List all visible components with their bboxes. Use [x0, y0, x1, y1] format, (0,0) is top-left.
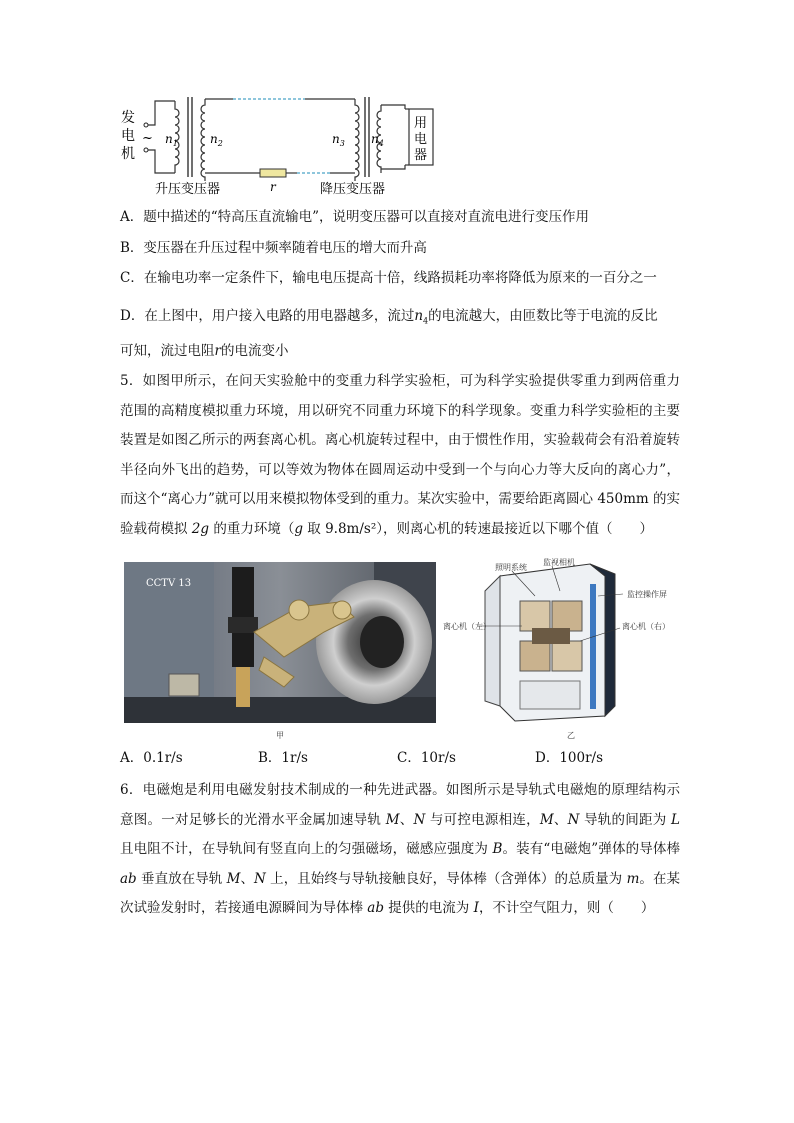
- q6-t6: 垂直放在导轨: [136, 870, 227, 887]
- q5-option-b: B．1r/s: [258, 750, 308, 766]
- figure-jia-caption: 甲: [276, 731, 284, 740]
- q6-t9: 提供的电流为: [384, 900, 474, 916]
- q4-d-text-2: 的电流越大，由匝数比等于电流的反比: [428, 308, 658, 324]
- r-label: r: [270, 180, 276, 194]
- q4-option-a: A．题中描述的“特高压直流输电”，说明变压器可以直接对直流电进行变压作用: [120, 209, 590, 225]
- q4-d-var-r: r: [214, 343, 221, 359]
- q5-option-a: A．0.1r/s: [120, 750, 183, 766]
- cctv-logo: CCTV 13: [146, 578, 192, 589]
- label-screen: 监控操作屏: [627, 590, 667, 599]
- q5-stem: [120, 367, 680, 544]
- q6-B: B: [492, 841, 503, 857]
- q5-option-d: D．100r/s: [535, 750, 604, 766]
- q4-d-text-4: 的电流变小: [220, 343, 289, 359]
- load-label-2: 电: [414, 132, 428, 147]
- q5-var-g: g: [294, 520, 303, 537]
- q4-d-text-1: D．在上图中，用户接入电路的用电器越多，流过: [120, 308, 415, 324]
- label-left-centrifuge: 离心机（左）: [443, 622, 491, 631]
- figure-jia-photo: [124, 562, 436, 723]
- q6-t4: 且电阻不计，在导轨间有竖直向上的匀强磁场，磁感应强度为: [120, 841, 493, 857]
- q4-d-text-3: 可知，流过电阻: [120, 343, 215, 359]
- q4-option-c: C．在输电功率一定条件下，输电电压提高十倍，线路损耗功率将降低为原来的一百分之一: [120, 270, 657, 286]
- figure-yi-diagram: [440, 556, 690, 726]
- figure-yi-caption: 乙: [567, 731, 575, 740]
- q6-ab-1: ab: [120, 870, 137, 887]
- q5-text-1: 5．如图甲所示，在问天实验舱中的变重力科学实验柜，可为科学实验提供零重力到两倍重力范围的高精度模拟重力环境，用以研究不同重力环境下的科学现象。变重力科学实验柜的主要装置是如图乙所示的两套离心机。离心机旋转过程中，由于惯性作用，实验载荷会有沿着旋转半径向外飞出的趋势，可以等效为物体在圆周运动中受到一个与向心力等大反向的离心力”，而这个“离心力”就可以用来模拟物体受到的重力。某次实验中，需要给距离圆心 450mm 的实验载荷模拟: [120, 373, 680, 537]
- q6-sep-2: 、: [553, 811, 568, 828]
- q6-M-2: M: [539, 811, 554, 828]
- load-label-3: 器: [414, 148, 428, 163]
- label-right-centrifuge: 离心机（右）: [622, 622, 670, 631]
- generator-label-3: 机: [121, 146, 135, 162]
- n4-label: $n_4$: [371, 132, 384, 148]
- n2-label: $n_2$: [210, 132, 223, 148]
- q6-stem: [120, 776, 680, 924]
- resistor-r: [260, 169, 286, 177]
- q6-t8: 。在某次试验发射时，若接通电源瞬间为导体棒: [120, 870, 680, 916]
- q5-option-c: C．10r/s: [397, 750, 456, 766]
- q5-text-2: 的重力环境（: [209, 520, 295, 537]
- q4-option-b: B．变压器在升压过程中频率随着电压的增大而升高: [120, 240, 427, 256]
- step-up-label: 升压变压器: [155, 182, 221, 197]
- q6-sep-3: 、: [240, 870, 255, 887]
- q5-text-3: 取 9.8m/s²），则离心机的转速最接近以下哪个值（ ）: [302, 520, 653, 537]
- n1-label: $n_1$: [165, 132, 178, 148]
- generator-label-1: 发: [121, 110, 135, 126]
- label-camera: 监视相机: [543, 558, 575, 567]
- q4-d-var-n: n: [414, 308, 424, 324]
- q4-option-d-line1: [120, 306, 658, 332]
- q6-sep-1: 、: [399, 811, 414, 828]
- load-label-1: 用: [414, 116, 428, 131]
- q6-M-3: M: [226, 870, 241, 887]
- label-lighting: 照明系统: [495, 563, 527, 572]
- q6-t2: 与可控电源相连，: [425, 811, 540, 828]
- ac-symbol: ~: [142, 131, 153, 146]
- q6-I: I: [473, 900, 479, 916]
- q6-m: m: [626, 870, 640, 887]
- q6-N-1: N: [413, 811, 426, 828]
- q6-M-1: M: [385, 811, 400, 828]
- n3-label: $n_3$: [332, 132, 345, 148]
- q6-t10: ，不计空气阻力，则（ ）: [478, 900, 655, 916]
- q6-N-3: N: [254, 870, 266, 887]
- transmission-circuit-diagram: [115, 95, 445, 200]
- q6-t5: 。装有“电磁炮”弹体的导体棒: [502, 841, 680, 857]
- q6-t1: 6．电磁炮是利用电磁发射技术制成的一种先进武器。如图所示是导轨式电磁炮的原理结构示意图。一对足够长的光滑水平金属加速导轨: [120, 782, 680, 828]
- q6-ab-2: ab: [367, 900, 384, 916]
- q6-N-2: N: [567, 811, 580, 828]
- step-down-label: 降压变压器: [320, 182, 386, 197]
- q4-d-var-sub: 4: [423, 316, 429, 326]
- q6-t3: 导轨的间距为: [579, 811, 672, 828]
- generator-label-2: 电: [121, 128, 135, 144]
- q5-var-2g: 2g: [191, 520, 210, 537]
- q6-L: L: [671, 811, 680, 828]
- q6-t7: 上，且始终与导轨接触良好，导体棒（含弹体）的总质量为: [265, 870, 627, 887]
- q4-option-d-line2: [120, 341, 288, 361]
